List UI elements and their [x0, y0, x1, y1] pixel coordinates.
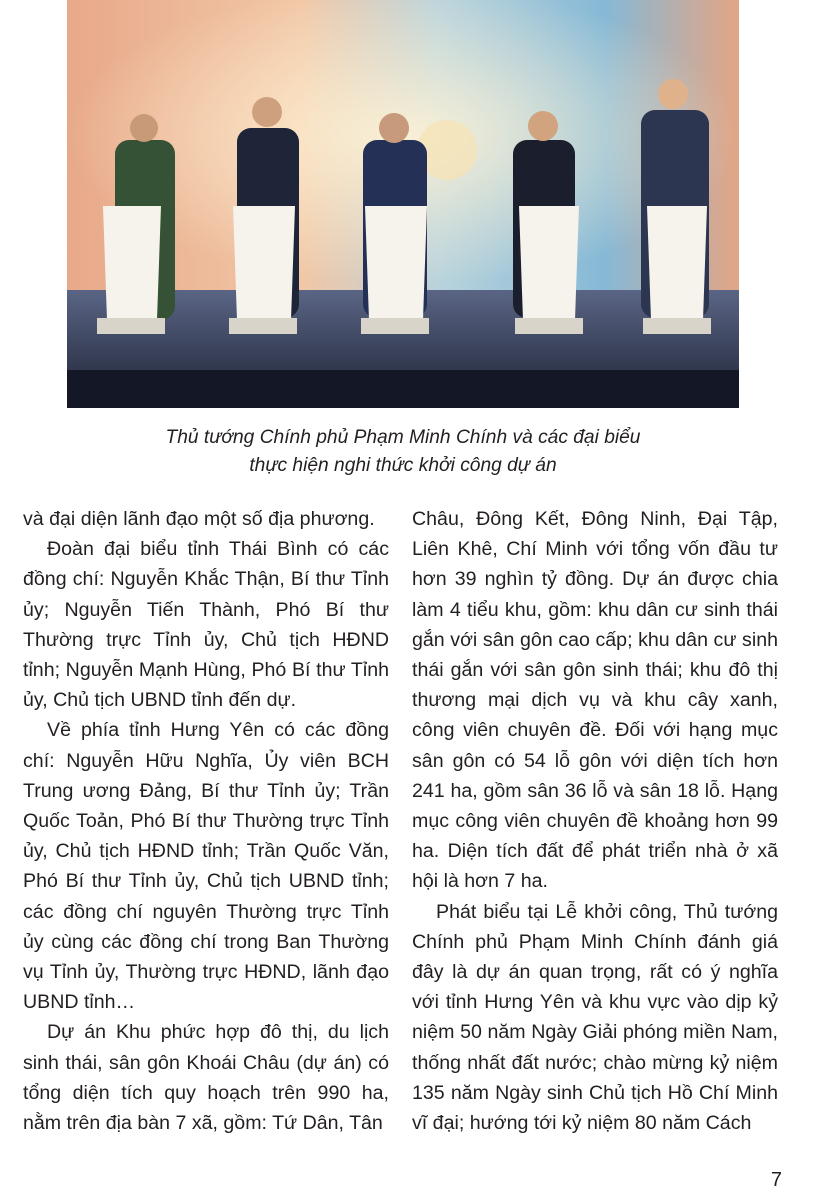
ceremony-photo-illustration: [67, 0, 739, 408]
photo-caption: [67, 424, 739, 480]
page-number: 7: [770, 1169, 782, 1191]
paragraph: Về phía tỉnh Hưng Yên có các đồng chí: Nguyễn Hữu Nghĩa, Ủy viên BCH Trung ương Đảng, Bí thư Tỉnh ủy; Trần Quốc Toản, Phó Bí thư Thường trực Tỉnh ủy, Chủ tịch HĐND tỉnh; Trần Quốc Văn, Phó Bí thư Tỉnh ủy, Chủ tịch UBND tỉnh; các đồng chí nguyên Thường trực Tỉnh ủy cùng các đồng chí trong Ban Thường vụ Tỉnh ủy, Thường trực HĐND, lãnh đạo UBND tỉnh…: [23, 719, 389, 1014]
paragraph: và đại diện lãnh đạo một số địa phương.: [23, 508, 375, 530]
paragraph: Châu, Đông Kết, Đông Ninh, Đại Tập, Liên Khê, Chí Minh với tổng vốn đầu tư hơn 39 nghìn tỷ đồng. Dự án được chia làm 4 tiểu khu, gồm: khu dân cư sinh thái gắn với sân gôn cao cấp; khu dân cư sinh thái gắn với sân gôn sinh thái; khu đô thị thương mại dịch vụ và khu cây xanh, công viên chuyên đề. Đối với hạng mục sân gôn có 54 lỗ gôn với diện tích hơn 241 ha, gồm sân 36 lỗ và sân 18 lỗ. Hạng mục công viên chuyên đề khoảng hơn 99 ha. Diện tích đất để phát triển nhà ở xã hội là hơn 7 ha.: [412, 508, 778, 893]
caption-line-1: Thủ tướng Chính phủ Phạm Minh Chính và các đại biểu: [165, 427, 641, 448]
paragraph: Đoàn đại biểu tỉnh Thái Bình có các đồng chí: Nguyễn Khắc Thận, Bí thư Tỉnh ủy; Nguyễn Tiến Thành, Phó Bí thư Thường trực Tỉnh ủy, Chủ tịch HĐND tỉnh; Nguyễn Mạnh Hùng, Phó Bí thư Tỉnh ủy, Chủ tịch UBND tỉnh đến dự.: [23, 538, 389, 712]
paragraph: Phát biểu tại Lễ khởi công, Thủ tướng Chính phủ Phạm Minh Chính đánh giá đây là dự án quan trọng, rất có ý nghĩa với tỉnh Hưng Yên và khu vực vào dịp kỷ niệm 50 năm Ngày Giải phóng miền Nam, thống nhất đất nước; chào mừng kỷ niệm 135 năm Ngày sinh Chủ tịch Hồ Chí Minh vĩ đại; hướng tới kỷ niệm 80 năm Cách: [412, 900, 778, 1135]
paragraph: Dự án Khu phức hợp đô thị, du lịch sinh thái, sân gôn Khoái Châu (dự án) có tổng diện tích quy hoạch trên 990 ha, nằm trên địa bàn 7 xã, gồm: Tứ Dân, Tân: [23, 1021, 389, 1135]
ceremony-photo: [67, 0, 739, 408]
caption-line-2: thực hiện nghi thức khởi công dự án: [249, 455, 557, 476]
right-column: [412, 504, 778, 1138]
left-column: [23, 504, 389, 1138]
